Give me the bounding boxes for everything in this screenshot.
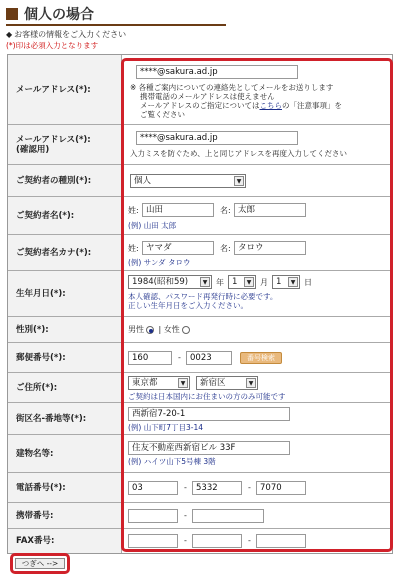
last-name-prefix: 姓: — [128, 206, 139, 215]
page-title — [6, 4, 94, 24]
chevron-down-icon: ▼ — [234, 176, 244, 186]
name-example: (例) 山田 太郎 — [128, 221, 177, 230]
gender-female-radio[interactable] — [182, 326, 190, 334]
year-unit: 年 — [216, 278, 224, 287]
phone-dash-1: - — [184, 483, 187, 492]
email-note-2: 携帯電話のメールアドレスは使えません — [140, 92, 275, 101]
name-kana-example: (例) サンダ タロウ — [128, 258, 191, 267]
last-kana-prefix: 姓: — [128, 244, 139, 253]
birth-year-select[interactable] — [128, 275, 212, 289]
row-mobile — [8, 503, 392, 529]
contract-type-select[interactable] — [130, 174, 246, 188]
email-confirm-label-2: (確認用) — [16, 144, 50, 155]
gender-male-label: 男性 — [128, 325, 144, 334]
first-name-input[interactable]: 太郎 — [234, 203, 306, 217]
row-birth — [8, 271, 392, 317]
birth-day-value: 1 — [276, 277, 282, 287]
email-note-1: ※ 各種ご案内についての連絡先としてメールをお送りします — [130, 83, 334, 92]
row-name-kana — [8, 235, 392, 271]
birth-day-select[interactable] — [272, 275, 300, 289]
fax-input-1[interactable] — [128, 534, 178, 548]
email-note-3 — [140, 101, 342, 110]
first-name-prefix: 名: — [220, 206, 231, 215]
form-table — [7, 54, 393, 554]
phone-dash-2: - — [248, 483, 251, 492]
chevron-down-icon: ▼ — [244, 277, 254, 287]
phone-input-3[interactable]: 7070 — [256, 481, 306, 495]
required-note: (*)印は必須入力となります — [6, 41, 99, 50]
row-email — [8, 55, 392, 125]
email-input[interactable]: ****@sakura.ad.jp — [136, 65, 298, 79]
city-select[interactable] — [196, 376, 258, 390]
zip-search-button[interactable]: 番号検索 — [240, 352, 282, 364]
chevron-down-icon: ▼ — [288, 277, 298, 287]
email-label: メールアドレス(*): — [8, 55, 122, 124]
street-example: (例) 山下町7丁目3-14 — [128, 423, 204, 432]
zip-input-2[interactable]: 0023 — [186, 351, 232, 365]
email-note-3-pre: メールアドレスのご指定については — [140, 101, 260, 110]
email-confirm-label-1: メールアドレス(*): — [16, 134, 91, 145]
fax-input-2[interactable] — [192, 534, 242, 548]
building-input[interactable]: 住友不動産西新宿ビル 33F — [128, 441, 290, 455]
first-kana-input[interactable]: タロウ — [234, 241, 306, 255]
address-note: ご契約は日本国内にお住まいの方のみ可能です — [128, 392, 286, 401]
day-unit: 日 — [304, 278, 312, 287]
fax-dash-1: - — [184, 536, 187, 545]
row-street — [8, 403, 392, 435]
row-contract-type — [8, 165, 392, 197]
row-name — [8, 197, 392, 235]
gender-separator: | — [158, 325, 162, 334]
email-confirm-input[interactable]: ****@sakura.ad.jp — [136, 131, 298, 145]
gender-label: 性別(*): — [8, 317, 122, 342]
birth-label: 生年月日(*): — [8, 271, 122, 316]
name-label: ご契約者名(*): — [8, 197, 122, 234]
gender-options — [128, 325, 192, 334]
fax-input-3[interactable] — [256, 534, 306, 548]
phone-input-1[interactable]: 03 — [128, 481, 178, 495]
email-note-3-post: の「注意事項」を — [281, 101, 342, 110]
next-button-highlight — [10, 553, 70, 574]
row-phone — [8, 473, 392, 503]
next-button[interactable]: つぎへ --> — [15, 558, 65, 569]
prefecture-select[interactable] — [128, 376, 190, 390]
address-label: ご住所(*): — [8, 373, 122, 402]
birth-note-1: 本人確認、パスワード再発行時に必要です。 — [128, 292, 278, 301]
fax-dash-2: - — [248, 536, 251, 545]
birth-note-2: 正しい生年月日をご入力ください。 — [128, 301, 248, 310]
row-email-confirm — [8, 125, 392, 165]
mobile-input-2[interactable] — [192, 509, 264, 523]
phone-label: 電話番号(*): — [8, 473, 122, 502]
row-fax — [8, 529, 392, 553]
row-building — [8, 435, 392, 473]
title-square-icon — [6, 8, 18, 20]
intro-label: お客様の情報をご入力ください — [14, 30, 127, 39]
name-kana-label: ご契約者名カナ(*): — [8, 235, 122, 270]
zip-input-1[interactable]: 160 — [128, 351, 172, 365]
gender-female-label: 女性 — [163, 325, 180, 334]
mobile-input-1[interactable] — [128, 509, 178, 523]
last-kana-input[interactable]: ヤマダ — [142, 241, 214, 255]
diamond-icon: ◆ — [6, 30, 13, 39]
title-underline — [6, 24, 226, 26]
mobile-dash: - — [184, 511, 187, 520]
gender-male-radio[interactable] — [146, 326, 154, 334]
page-title-text: 個人の場合 — [24, 7, 94, 23]
birth-year-value: 1984(昭和59) — [132, 277, 189, 287]
month-unit: 月 — [260, 278, 268, 287]
street-label: 街区名-番地等(*): — [8, 403, 122, 434]
contract-type-value: 個人 — [134, 176, 152, 186]
phone-input-2[interactable]: 5332 — [192, 481, 242, 495]
first-kana-prefix: 名: — [220, 244, 231, 253]
email-confirm-label — [8, 125, 122, 164]
birth-month-select[interactable] — [228, 275, 256, 289]
row-address — [8, 373, 392, 403]
mobile-label: 携帯番号: — [8, 503, 122, 528]
building-example: (例) ハイツ山下5号棟 3階 — [128, 457, 216, 466]
prefecture-value: 東京都 — [132, 378, 158, 388]
notice-link[interactable]: こちら — [259, 101, 282, 110]
chevron-down-icon: ▼ — [246, 378, 256, 388]
fax-label: FAX番号: — [8, 529, 122, 553]
city-value: 新宿区 — [200, 378, 226, 388]
row-gender — [8, 317, 392, 343]
last-name-input[interactable]: 山田 — [142, 203, 214, 217]
building-label: 建物名等: — [8, 435, 122, 472]
email-note-4: ご覧ください — [140, 110, 185, 119]
intro-text — [6, 29, 126, 40]
row-zip — [8, 343, 392, 373]
zip-label: 郵便番号(*): — [8, 343, 122, 372]
chevron-down-icon: ▼ — [178, 378, 188, 388]
contract-type-label: ご契約者の種別(*): — [8, 165, 122, 196]
email-confirm-note: 入力ミスを防ぐため、上と同じアドレスを再度入力してください — [130, 149, 347, 158]
zip-dash: - — [178, 353, 181, 362]
chevron-down-icon: ▼ — [200, 277, 210, 287]
birth-month-value: 1 — [232, 277, 238, 287]
street-input[interactable]: 西新宿7-20-1 — [128, 407, 290, 421]
